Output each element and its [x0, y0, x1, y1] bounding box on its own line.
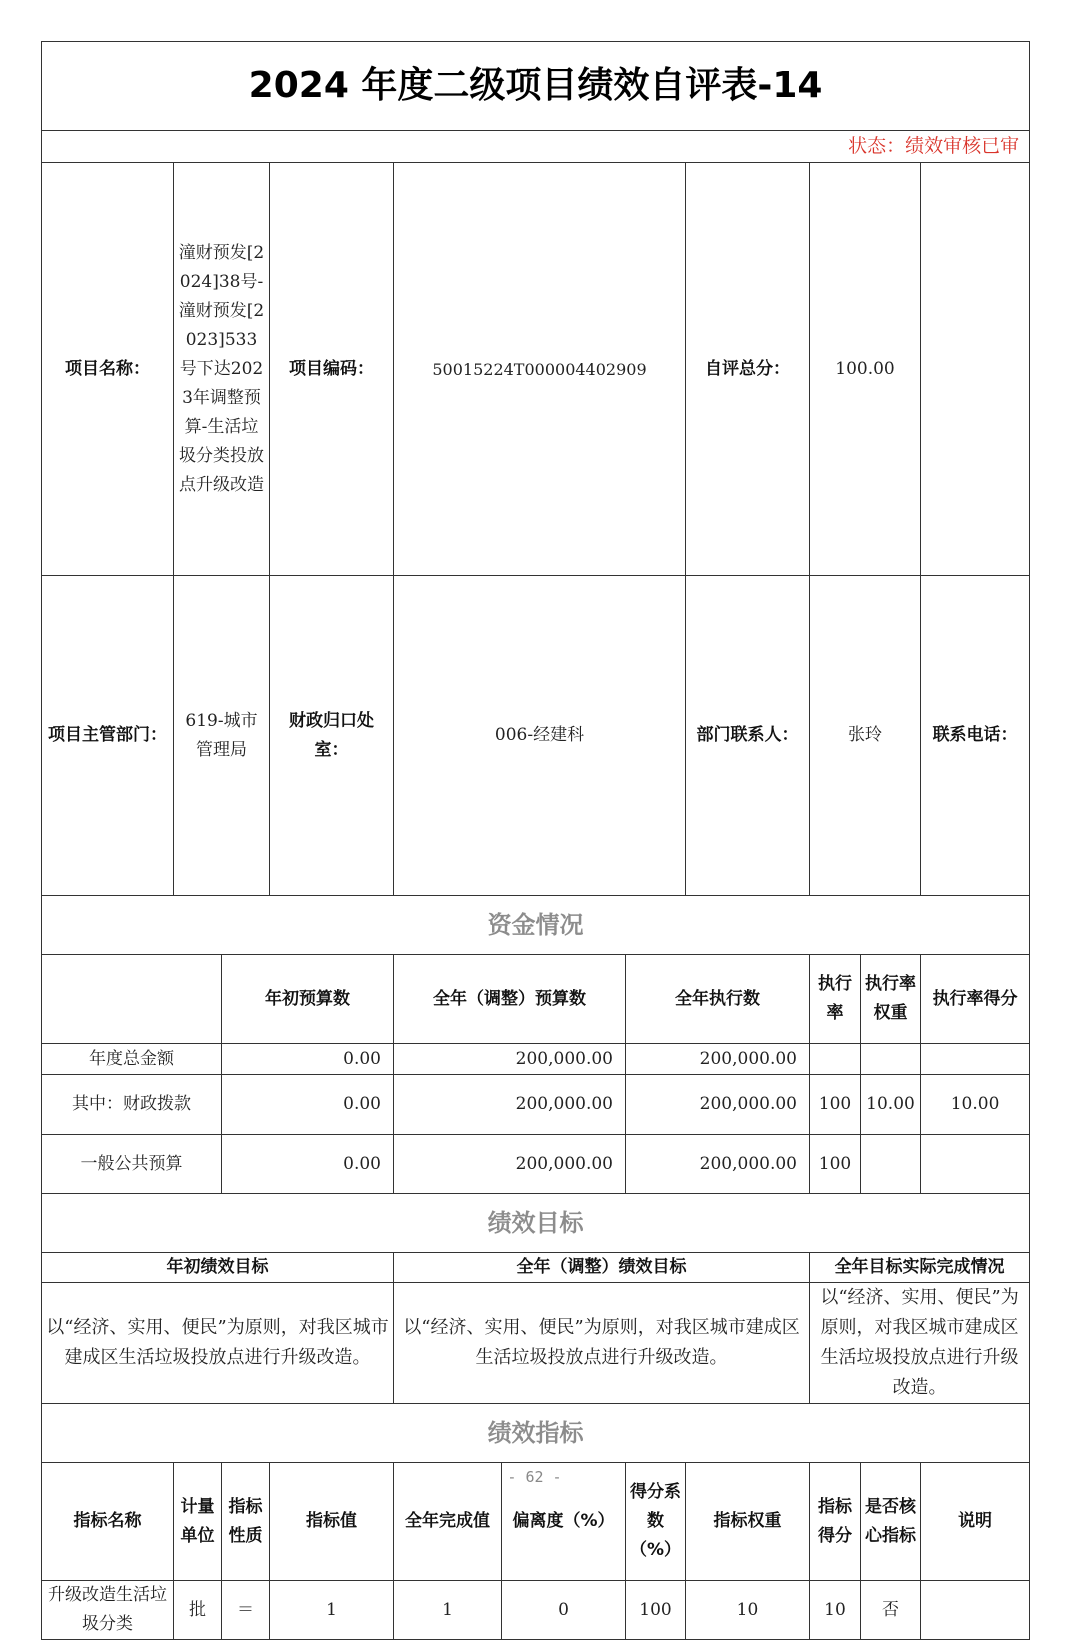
funds-row-rate: 100 — [810, 1075, 861, 1135]
self-score-value: 100.00 — [810, 163, 921, 576]
ind-header-target: 指标值 — [270, 1463, 394, 1581]
funds-row-rate — [810, 1044, 861, 1075]
funds-header-score: 执行率得分 — [921, 955, 1030, 1044]
funds-row-label: 年度总金额 — [42, 1044, 222, 1075]
ind-row-actual: 1 — [394, 1581, 502, 1640]
ind-row-core: 否 — [861, 1581, 921, 1640]
ind-row-nature: ＝ — [222, 1581, 270, 1640]
self-score-label: 自评总分： — [686, 163, 810, 576]
contact-value: 张玲 — [810, 576, 921, 896]
funds-row-initial: 0.00 — [222, 1044, 394, 1075]
ind-row-note — [921, 1581, 1030, 1640]
empty-cell — [921, 163, 1030, 576]
funds-row-weight — [861, 1044, 921, 1075]
goal-actual-text: 以“经济、实用、便民”为原则，对我区城市建成区生活垃圾投放点进行升级改造。 — [810, 1283, 1030, 1404]
funds-row-adjusted: 200,000.00 — [394, 1135, 626, 1194]
funds-row-label: 一般公共预算 — [42, 1135, 222, 1194]
funds-row-score: 10.00 — [921, 1075, 1030, 1135]
ind-row-name: 升级改造生活垃圾分类 — [42, 1581, 174, 1640]
ind-row-unit: 批 — [174, 1581, 222, 1640]
project-name-value: 潼财预发[2024]38号-潼财预发[2023]533号下达2023年调整预算-生活垃圾分类投放点升级改造 — [174, 163, 270, 576]
ind-header-coef: 得分系数（%） — [626, 1463, 686, 1581]
performance-table — [41, 41, 1030, 1640]
funds-row-score — [921, 1135, 1030, 1194]
office-value: 006-经建科 — [394, 576, 686, 896]
goal-adjusted-text: 以“经济、实用、便民”为原则，对我区城市建成区生活垃圾投放点进行升级改造。 — [394, 1283, 810, 1404]
goals-header-initial: 年初绩效目标 — [42, 1253, 394, 1283]
project-code-label: 项目编码： — [270, 163, 394, 576]
ind-header-name: 指标名称 — [42, 1463, 174, 1581]
funds-header-executed: 全年执行数 — [626, 955, 810, 1044]
dept-label: 项目主管部门： — [42, 576, 174, 896]
ind-header-unit: 计量单位 — [174, 1463, 222, 1581]
phone-label: 联系电话： — [921, 576, 1030, 896]
project-name-label: 项目名称： — [42, 163, 174, 576]
ind-row-weight: 10 — [686, 1581, 810, 1640]
ind-header-weight: 指标权重 — [686, 1463, 810, 1581]
funds-row-executed: 200,000.00 — [626, 1135, 810, 1194]
funds-row-initial: 0.00 — [222, 1075, 394, 1135]
office-label: 财政归口处室： — [270, 576, 394, 896]
status-badge: 状态：绩效审核已审 — [42, 131, 1030, 163]
goals-section-title: 绩效目标 — [42, 1194, 1030, 1253]
page-title: 2024 年度二级项目绩效自评表-14 — [42, 42, 1030, 131]
dept-value: 619-城市管理局 — [174, 576, 270, 896]
funds-row-executed: 200,000.00 — [626, 1044, 810, 1075]
ind-header-note: 说明 — [921, 1463, 1030, 1581]
ind-row-deviation: 0 — [502, 1581, 626, 1640]
funds-section-title: 资金情况 — [42, 896, 1030, 955]
ind-row-score: 10 — [810, 1581, 861, 1640]
ind-header-score: 指标得分 — [810, 1463, 861, 1581]
ind-header-deviation: 偏离度（%） — [502, 1463, 626, 1581]
funds-row-rate: 100 — [810, 1135, 861, 1194]
funds-header-weight: 执行率权重 — [861, 955, 921, 1044]
funds-row-adjusted: 200,000.00 — [394, 1075, 626, 1135]
funds-row-weight — [861, 1135, 921, 1194]
ind-header-nature: 指标性质 — [222, 1463, 270, 1581]
ind-header-actual: 全年完成值 — [394, 1463, 502, 1581]
funds-row-adjusted: 200,000.00 — [394, 1044, 626, 1075]
funds-row-initial: 0.00 — [222, 1135, 394, 1194]
funds-row-score — [921, 1044, 1030, 1075]
funds-row-weight: 10.00 — [861, 1075, 921, 1135]
ind-header-core: 是否核心指标 — [861, 1463, 921, 1581]
funds-header-blank — [42, 955, 222, 1044]
funds-row-executed: 200,000.00 — [626, 1075, 810, 1135]
funds-header-rate: 执行率 — [810, 955, 861, 1044]
ind-row-coef: 100 — [626, 1581, 686, 1640]
goal-initial-text: 以“经济、实用、便民”为原则，对我区城市建成区生活垃圾投放点进行升级改造。 — [42, 1283, 394, 1404]
funds-header-adjusted: 全年（调整）预算数 — [394, 955, 626, 1044]
goals-header-adjusted: 全年（调整）绩效目标 — [394, 1253, 810, 1283]
page-number: - 62 - — [507, 1468, 562, 1486]
project-code-value: 50015224T000004402909 — [394, 163, 686, 576]
ind-row-target: 1 — [270, 1581, 394, 1640]
contact-label: 部门联系人： — [686, 576, 810, 896]
indicators-section-title: 绩效指标 — [42, 1404, 1030, 1463]
funds-row-label: 其中：财政拨款 — [42, 1075, 222, 1135]
goals-header-actual: 全年目标实际完成情况 — [810, 1253, 1030, 1283]
funds-header-initial: 年初预算数 — [222, 955, 394, 1044]
